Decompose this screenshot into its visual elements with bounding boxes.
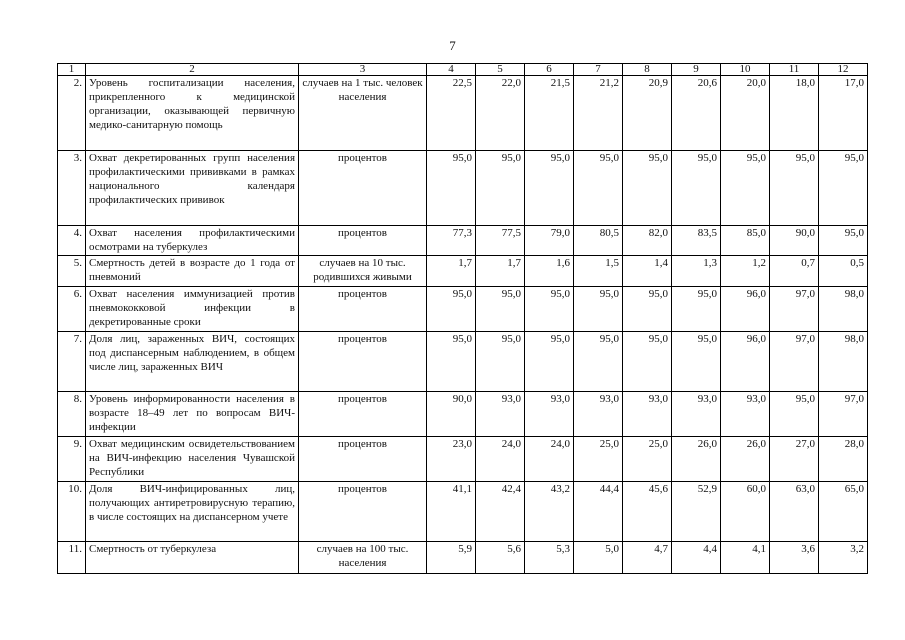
value-cell: 95,0: [525, 332, 574, 392]
value-cell: 83,5: [672, 226, 721, 256]
row-number: 8.: [58, 392, 86, 437]
value-cell: 95,0: [721, 151, 770, 226]
table-body: [58, 76, 868, 574]
value-cell: 0,7: [770, 256, 819, 287]
value-cell: 5,9: [427, 542, 476, 574]
indicator-name: Смертность детей в возрасте до 1 года от пневмоний: [86, 256, 299, 287]
value-cell: 95,0: [476, 332, 525, 392]
value-cell: 97,0: [819, 392, 868, 437]
value-cell: 95,0: [476, 287, 525, 332]
value-cell: 90,0: [770, 226, 819, 256]
indicator-name: Охват населения иммунизацией против пневмококковой инфекции в декретированные сроки: [86, 287, 299, 332]
value-cell: 93,0: [623, 392, 672, 437]
indicator-name: Охват медицинским освидетельствованием на ВИЧ-инфекцию населения Чувашской Республики: [86, 437, 299, 482]
column-header-1: 1: [58, 64, 86, 76]
value-cell: 77,3: [427, 226, 476, 256]
value-cell: 4,4: [672, 542, 721, 574]
value-cell: 24,0: [525, 437, 574, 482]
value-cell: 97,0: [770, 332, 819, 392]
value-cell: 95,0: [623, 151, 672, 226]
value-cell: 77,5: [476, 226, 525, 256]
value-cell: 98,0: [819, 287, 868, 332]
value-cell: 5,0: [574, 542, 623, 574]
value-cell: 1,3: [672, 256, 721, 287]
unit-of-measure: процентов: [299, 151, 427, 226]
value-cell: 98,0: [819, 332, 868, 392]
value-cell: 20,9: [623, 76, 672, 151]
value-cell: 20,0: [721, 76, 770, 151]
value-cell: 28,0: [819, 437, 868, 482]
table-row: [58, 542, 868, 574]
column-header-7: 7: [574, 64, 623, 76]
value-cell: 24,0: [476, 437, 525, 482]
page-number: 7: [449, 38, 456, 53]
row-number: 6.: [58, 287, 86, 332]
value-cell: 43,2: [525, 482, 574, 542]
unit-of-measure: случаев на 100 тыс. населения: [299, 542, 427, 574]
value-cell: 93,0: [574, 392, 623, 437]
value-cell: 20,6: [672, 76, 721, 151]
value-cell: 4,1: [721, 542, 770, 574]
indicator-name: Доля лиц, зараженных ВИЧ, состоящих под диспансерным наблюдением, в общем числе лиц, зараженных ВИЧ: [86, 332, 299, 392]
value-cell: 95,0: [672, 332, 721, 392]
value-cell: 95,0: [819, 151, 868, 226]
value-cell: 95,0: [427, 332, 476, 392]
value-cell: 42,4: [476, 482, 525, 542]
value-cell: 95,0: [525, 287, 574, 332]
row-number: 5.: [58, 256, 86, 287]
value-cell: 79,0: [525, 226, 574, 256]
value-cell: 95,0: [476, 151, 525, 226]
value-cell: 21,5: [525, 76, 574, 151]
column-header-4: 4: [427, 64, 476, 76]
row-number: 4.: [58, 226, 86, 256]
row-number: 9.: [58, 437, 86, 482]
value-cell: 5,6: [476, 542, 525, 574]
value-cell: 95,0: [574, 287, 623, 332]
value-cell: 95,0: [623, 332, 672, 392]
indicator-name: Охват населения профилактическими осмотрами на туберкулез: [86, 226, 299, 256]
column-header-12: 12: [819, 64, 868, 76]
unit-of-measure: процентов: [299, 437, 427, 482]
value-cell: 22,5: [427, 76, 476, 151]
value-cell: 95,0: [427, 287, 476, 332]
value-cell: 45,6: [623, 482, 672, 542]
value-cell: 80,5: [574, 226, 623, 256]
value-cell: 96,0: [721, 287, 770, 332]
value-cell: 95,0: [770, 151, 819, 226]
value-cell: 25,0: [574, 437, 623, 482]
value-cell: 23,0: [427, 437, 476, 482]
value-cell: 60,0: [721, 482, 770, 542]
value-cell: 44,4: [574, 482, 623, 542]
value-cell: 93,0: [672, 392, 721, 437]
value-cell: 96,0: [721, 332, 770, 392]
unit-of-measure: случаев на 10 тыс. родившихся живыми: [299, 256, 427, 287]
column-header-6: 6: [525, 64, 574, 76]
value-cell: 95,0: [672, 151, 721, 226]
value-cell: 95,0: [427, 151, 476, 226]
value-cell: 0,5: [819, 256, 868, 287]
value-cell: 27,0: [770, 437, 819, 482]
value-cell: 4,7: [623, 542, 672, 574]
unit-of-measure: процентов: [299, 226, 427, 256]
value-cell: 93,0: [525, 392, 574, 437]
column-header-3: 3: [299, 64, 427, 76]
unit-of-measure: процентов: [299, 287, 427, 332]
value-cell: 90,0: [427, 392, 476, 437]
column-header-10: 10: [721, 64, 770, 76]
value-cell: 93,0: [721, 392, 770, 437]
indicator-name: Доля ВИЧ-инфицированных лиц, получающих антиретровирусную терапию, в числе состоящих на диспансерном учете: [86, 482, 299, 542]
column-header-2: 2: [86, 64, 299, 76]
table-row: [58, 226, 868, 256]
indicator-name: Охват декретированных групп населения профилактическими прививками в рамках национального календаря профилактических прививок: [86, 151, 299, 226]
value-cell: 1,7: [476, 256, 525, 287]
value-cell: 1,7: [427, 256, 476, 287]
value-cell: 1,6: [525, 256, 574, 287]
table-row: [58, 287, 868, 332]
table-row: [58, 76, 868, 151]
value-cell: 25,0: [623, 437, 672, 482]
value-cell: 95,0: [770, 392, 819, 437]
value-cell: 17,0: [819, 76, 868, 151]
column-header-5: 5: [476, 64, 525, 76]
row-number: 11.: [58, 542, 86, 574]
value-cell: 3,6: [770, 542, 819, 574]
value-cell: 85,0: [721, 226, 770, 256]
value-cell: 22,0: [476, 76, 525, 151]
value-cell: 95,0: [525, 151, 574, 226]
value-cell: 26,0: [672, 437, 721, 482]
table-header: [58, 64, 868, 76]
table-row: [58, 437, 868, 482]
value-cell: 93,0: [476, 392, 525, 437]
indicator-name: Смертность от туберкулеза: [86, 542, 299, 574]
row-number: 7.: [58, 332, 86, 392]
row-number: 3.: [58, 151, 86, 226]
column-header-8: 8: [623, 64, 672, 76]
value-cell: 26,0: [721, 437, 770, 482]
value-cell: 21,2: [574, 76, 623, 151]
indicator-name: Уровень госпитализации населения, прикрепленного к медицинской организации, оказывающей первичную медико-санитарную помощь: [86, 76, 299, 151]
value-cell: 97,0: [770, 287, 819, 332]
table-row: [58, 256, 868, 287]
value-cell: 41,1: [427, 482, 476, 542]
value-cell: 5,3: [525, 542, 574, 574]
value-cell: 95,0: [574, 332, 623, 392]
row-number: 2.: [58, 76, 86, 151]
value-cell: 1,5: [574, 256, 623, 287]
table-row: [58, 482, 868, 542]
value-cell: 63,0: [770, 482, 819, 542]
value-cell: 52,9: [672, 482, 721, 542]
column-header-9: 9: [672, 64, 721, 76]
value-cell: 95,0: [819, 226, 868, 256]
value-cell: 1,2: [721, 256, 770, 287]
unit-of-measure: процентов: [299, 392, 427, 437]
value-cell: 82,0: [623, 226, 672, 256]
table-row: [58, 332, 868, 392]
unit-of-measure: процентов: [299, 332, 427, 392]
value-cell: 95,0: [623, 287, 672, 332]
value-cell: 1,4: [623, 256, 672, 287]
table-row: [58, 151, 868, 226]
value-cell: 18,0: [770, 76, 819, 151]
table-row: [58, 392, 868, 437]
value-cell: 3,2: [819, 542, 868, 574]
column-header-11: 11: [770, 64, 819, 76]
value-cell: 65,0: [819, 482, 868, 542]
value-cell: 95,0: [574, 151, 623, 226]
indicator-name: Уровень информированности населения в возрасте 18–49 лет по вопросам ВИЧ-инфекции: [86, 392, 299, 437]
indicators-table: [57, 63, 868, 574]
unit-of-measure: случаев на 1 тыс. человек населения: [299, 76, 427, 151]
value-cell: 95,0: [672, 287, 721, 332]
row-number: 10.: [58, 482, 86, 542]
unit-of-measure: процентов: [299, 482, 427, 542]
